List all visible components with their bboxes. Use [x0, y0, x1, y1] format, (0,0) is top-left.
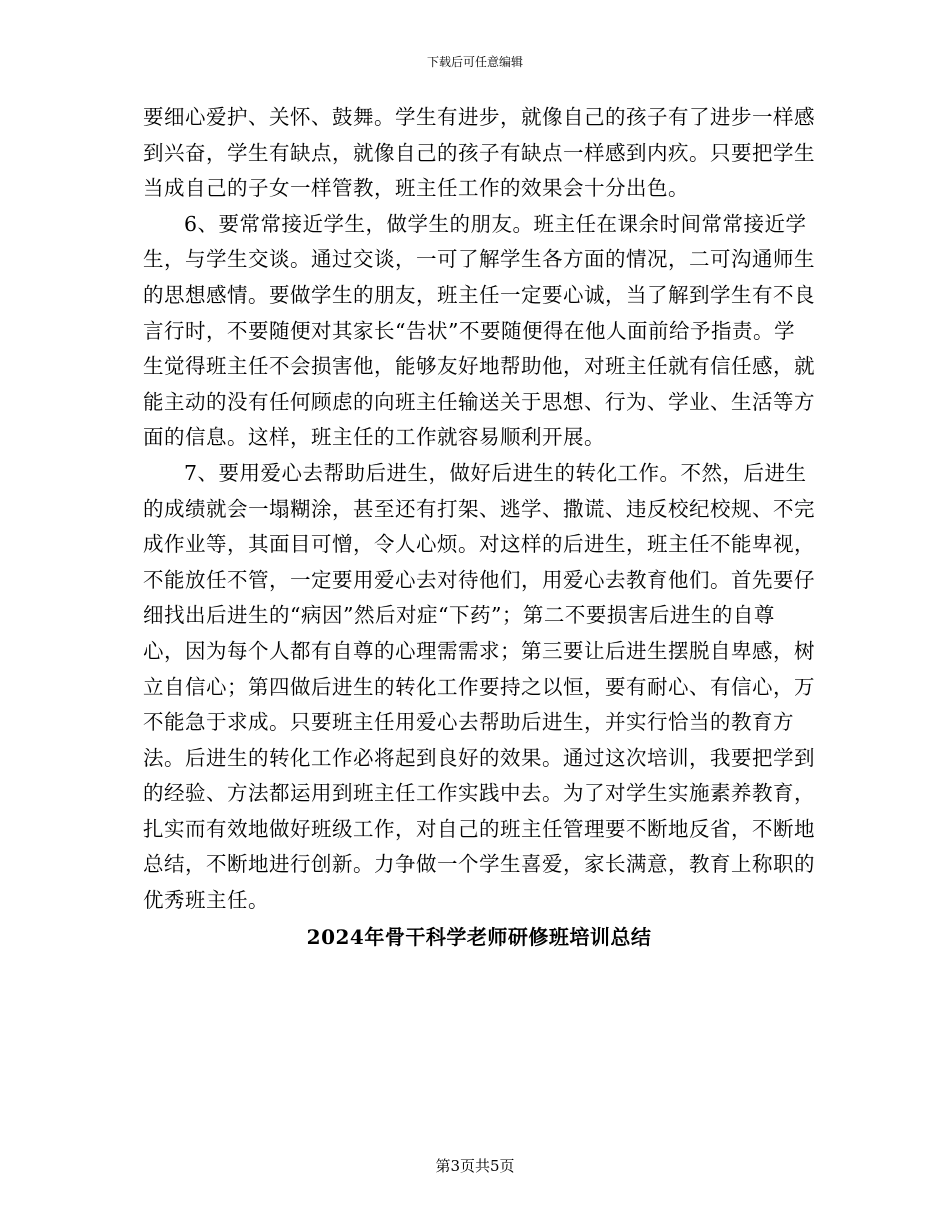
header-note: 下载后可任意编辑 [426, 55, 523, 69]
paragraph-continuation: 要细心爱护、关怀、鼓舞。学生有进步，就像自己的孩子有了进步一样感到兴奋，学生有缺点，就像自己的孩子有缺点一样感到内疚。只要把学生当成自己的子女一样管教，班主任工作的效果会十分出色。 [143, 105, 815, 201]
paragraph-item-6: 6、要常常接近学生，做学生的朋友。班主任在课余时间常常接近学生，与学生交谈。通过交谈，一可了解学生各方面的情况，二可沟通师生的思想感情。要做学生的朋友，班主任一定要心诚，当了解到学生有不良言行时，不要随便对其家长“告状”不要随便得在他人面前给予指责。学生觉得班主任不会损害他，能够友好地帮助他，对班主任就有信任感，就能主动的没有任何顾虑的向班主任输送关于思想、行为、学业、生活等方面的信息。这样，班主任的工作就容易顺利开展。 [143, 211, 815, 450]
section-title: 2024年骨干科学老师研修班培训总结 [306, 924, 652, 949]
page-footer: 第3页共5页 [435, 1157, 515, 1175]
paragraph-item-7: 7、要用爱心去帮助后进生，做好后进生的转化工作。不然，后进生的成绩就会一塌糊涂，甚至还有打架、逃学、撒谎、违反校纪校规、不完成作业等，其面目可憎，令人心烦。对这样的后进生，班主任不能卑视，不能放任不管，一定要用爱心去对待他们，用爱心去教育他们。首先要仔细找出后进生的“病因”然后对症“下药”；第二不要损害后进生的自尊心，因为每个人都有自尊的心理需需求；第三要让后进生摆脱自卑感，树立自信心；第四做后进生的转化工作要持之以恒，要有耐心、有信心，万不能急于求成。只要班主任用爱心去帮助后进生，并实行恰当的教育方法。后进生的转化工作必将起到良好的效果。通过这次培训，我要把学到的经验、方法都运用到班主任工作实践中去。为了对学生实施素养教育，扎实而有效地做好班级工作，对自己的班主任管理要不断地反省，不断地总结，不断地进行创新。力争做一个学生喜爱，家长满意，教育上称职的优秀班主任。 [143, 460, 815, 913]
document-body [143, 100, 815, 956]
